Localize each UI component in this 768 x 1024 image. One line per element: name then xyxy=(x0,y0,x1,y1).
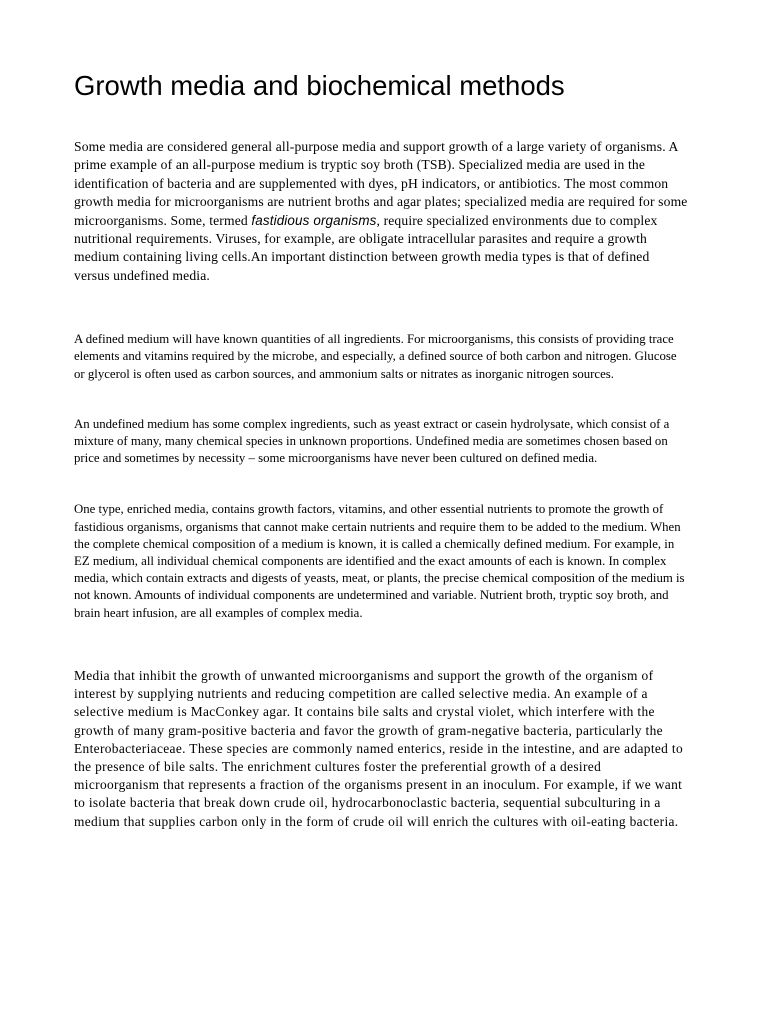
paragraph-general-media-text-before: Some media are considered general all-purpose media and support growth of a large variety of organisms. A prime example of an all-purpose medium is tryptic soy broth (TSB). Specialized media are used in the identification of bacteria and are supplemented with dyes, pH indicators, or antibiotics. The most common growth media for microorganisms are nutrient broths and agar plates; specialized media are required for some microorganisms. Some, termed xyxy=(74,139,688,228)
paragraph-general-media-text-after: , require specialized environments due to complex nutritional requirements. Viruses, for example, are obligate intracellular parasites and require a growth medium containing living cells.An important distinction between growth media types is that of defined versus undefined media. xyxy=(74,212,658,283)
page-title: Growth media and biochemical methods xyxy=(74,70,565,101)
document-page xyxy=(74,68,688,831)
paragraph-general-media xyxy=(74,138,688,285)
paragraph-enriched-media: One type, enriched media, contains growth factors, vitamins, and other essential nutrients to promote the growth of fastidious organisms, organisms that cannot make certain nutrients and require them to be added to the medium. When the complete chemical composition of a medium is known, it is called a chemically defined medium. For example, in EZ medium, all individual chemical components are identified and the exact amounts of each is known. In complex media, which contain extracts and digests of yeasts, meat, or plants, the precise chemical composition of the medium is not known. Amounts of individual components are undetermined and variable. Nutrient broth, tryptic soy broth, and brain heart infusion, are all examples of complex media. xyxy=(74,502,685,620)
paragraph-undefined-medium: An undefined medium has some complex ingredients, such as yeast extract or casein hydrolysate, which consist of a mixture of many, many chemical species in unknown proportions. Undefined media are sometimes chosen based on price and sometimes by necessity – some microorganisms have never been cultured on defined media. xyxy=(74,416,670,466)
fastidious-organisms-term: fastidious organisms xyxy=(251,212,377,228)
paragraph-defined-medium: A defined medium will have known quantities of all ingredients. For microorganisms, this consists of providing trace elements and vitamins required by the microbe, and especially, a defined source of both carbon and nitrogen. Glucose or glycerol is often used as carbon sources, and ammonium salts or nitrates as inorganic nitrogen sources. xyxy=(74,332,677,381)
paragraph-selective-media: Media that inhibit the growth of unwanted microorganisms and support the growth of the organism of interest by supplying nutrients and reducing competition are called selective media. An example of a selective medium is MacConkey agar. It contains bile salts and crystal violet, which interfere with the growth of many gram-positive bacteria and favor the growth of gram-negative bacteria, particularly the Enterobacteriaceae. These species are commonly named enterics, reside in the intestine, and are adapted to the presence of bile salts. The enrichment cultures foster the preferential growth of a desired microorganism that represents a fraction of the organisms present in an inoculum. For example, if we want to isolate bacteria that break down crude oil, hydrocarbonoclastic bacteria, sequential subculturing in a medium that supplies carbon only in the form of crude oil will enrich the cultures with oil-eating bacteria. xyxy=(74,667,684,829)
